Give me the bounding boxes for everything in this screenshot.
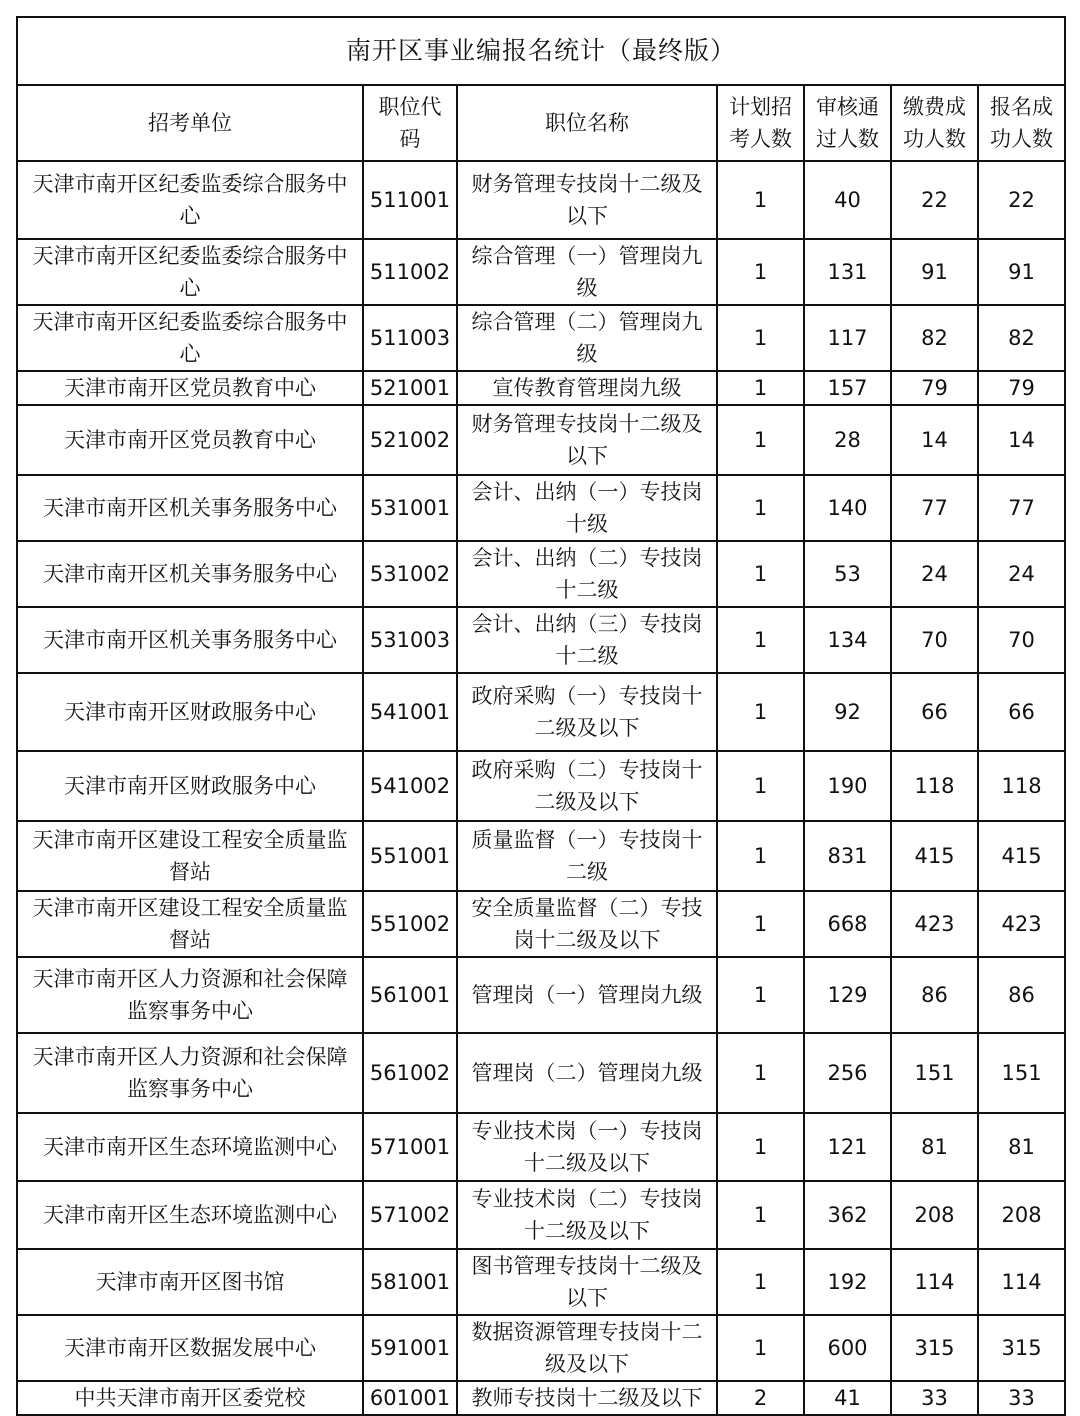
- position-code-cell: 561002: [363, 1033, 457, 1113]
- planned-count-cell: 1: [717, 607, 804, 673]
- unit-cell: 天津市南开区建设工程安全质量监督站: [17, 821, 363, 891]
- approved-count-cell: 140: [804, 475, 891, 541]
- paid-count-cell: 151: [891, 1033, 978, 1113]
- table-row: [17, 405, 1065, 475]
- unit-cell: 天津市南开区机关事务服务中心: [17, 607, 363, 673]
- approved-count-cell: 192: [804, 1249, 891, 1315]
- position-code-cell: 531001: [363, 475, 457, 541]
- unit-cell: 天津市南开区党员教育中心: [17, 405, 363, 475]
- registered-count-cell: 415: [978, 821, 1065, 891]
- unit-cell: 天津市南开区人力资源和社会保障监察事务中心: [17, 1033, 363, 1113]
- planned-count-cell: 1: [717, 891, 804, 957]
- position-code-cell: 551001: [363, 821, 457, 891]
- planned-count-cell: 1: [717, 1113, 804, 1181]
- unit-cell: 天津市南开区生态环境监测中心: [17, 1181, 363, 1249]
- registered-count-cell: 66: [978, 673, 1065, 751]
- planned-count-cell: 2: [717, 1381, 804, 1415]
- position-code-cell: 511002: [363, 239, 457, 305]
- unit-cell: 天津市南开区人力资源和社会保障监察事务中心: [17, 957, 363, 1033]
- registered-count-cell: 77: [978, 475, 1065, 541]
- position-code-cell: 581001: [363, 1249, 457, 1315]
- planned-count-cell: 1: [717, 751, 804, 821]
- paid-count-cell: 86: [891, 957, 978, 1033]
- unit-cell: 天津市南开区数据发展中心: [17, 1315, 363, 1381]
- registered-count-cell: 91: [978, 239, 1065, 305]
- registered-count-cell: 24: [978, 541, 1065, 607]
- approved-count-cell: 831: [804, 821, 891, 891]
- unit-cell: 天津市南开区建设工程安全质量监督站: [17, 891, 363, 957]
- unit-cell: 天津市南开区纪委监委综合服务中心: [17, 305, 363, 371]
- paid-count-cell: 91: [891, 239, 978, 305]
- table-row: [17, 239, 1065, 305]
- planned-count-cell: 1: [717, 305, 804, 371]
- position-code-cell: 571001: [363, 1113, 457, 1181]
- table-row: [17, 751, 1065, 821]
- paid-count-cell: 22: [891, 161, 978, 239]
- paid-count-cell: 114: [891, 1249, 978, 1315]
- approved-count-cell: 668: [804, 891, 891, 957]
- position-code-cell: 541002: [363, 751, 457, 821]
- header-registered-count: 报名成功人数: [978, 85, 1065, 161]
- planned-count-cell: 1: [717, 475, 804, 541]
- paid-count-cell: 423: [891, 891, 978, 957]
- paid-count-cell: 79: [891, 371, 978, 405]
- position-name-cell: 政府采购（一）专技岗十二级及以下: [457, 673, 717, 751]
- position-name-cell: 数据资源管理专技岗十二级及以下: [457, 1315, 717, 1381]
- table-row: [17, 891, 1065, 957]
- approved-count-cell: 600: [804, 1315, 891, 1381]
- registered-count-cell: 118: [978, 751, 1065, 821]
- approved-count-cell: 129: [804, 957, 891, 1033]
- approved-count-cell: 41: [804, 1381, 891, 1415]
- position-name-cell: 政府采购（二）专技岗十二级及以下: [457, 751, 717, 821]
- registered-count-cell: 79: [978, 371, 1065, 405]
- position-code-cell: 531003: [363, 607, 457, 673]
- paid-count-cell: 208: [891, 1181, 978, 1249]
- header-position-name: 职位名称: [457, 85, 717, 161]
- approved-count-cell: 117: [804, 305, 891, 371]
- planned-count-cell: 1: [717, 161, 804, 239]
- unit-cell: 中共天津市南开区委党校: [17, 1381, 363, 1415]
- table-row: [17, 1181, 1065, 1249]
- position-code-cell: 551002: [363, 891, 457, 957]
- approved-count-cell: 121: [804, 1113, 891, 1181]
- unit-cell: 天津市南开区图书馆: [17, 1249, 363, 1315]
- approved-count-cell: 157: [804, 371, 891, 405]
- header-planned-count: 计划招考人数: [717, 85, 804, 161]
- position-name-cell: 会计、出纳（二）专技岗十二级: [457, 541, 717, 607]
- header-approved-count: 审核通过人数: [804, 85, 891, 161]
- paid-count-cell: 315: [891, 1315, 978, 1381]
- position-name-cell: 专业技术岗（一）专技岗十二级及以下: [457, 1113, 717, 1181]
- position-name-cell: 管理岗（二）管理岗九级: [457, 1033, 717, 1113]
- registered-count-cell: 86: [978, 957, 1065, 1033]
- approved-count-cell: 134: [804, 607, 891, 673]
- planned-count-cell: 1: [717, 821, 804, 891]
- approved-count-cell: 131: [804, 239, 891, 305]
- position-name-cell: 图书管理专技岗十二级及以下: [457, 1249, 717, 1315]
- planned-count-cell: 1: [717, 1181, 804, 1249]
- position-code-cell: 561001: [363, 957, 457, 1033]
- approved-count-cell: 40: [804, 161, 891, 239]
- table-title: 南开区事业编报名统计（最终版）: [17, 17, 1065, 85]
- position-code-cell: 591001: [363, 1315, 457, 1381]
- approved-count-cell: 53: [804, 541, 891, 607]
- planned-count-cell: 1: [717, 957, 804, 1033]
- paid-count-cell: 66: [891, 673, 978, 751]
- registered-count-cell: 14: [978, 405, 1065, 475]
- table-row: [17, 607, 1065, 673]
- paid-count-cell: 24: [891, 541, 978, 607]
- paid-count-cell: 33: [891, 1381, 978, 1415]
- registered-count-cell: 22: [978, 161, 1065, 239]
- position-code-cell: 511003: [363, 305, 457, 371]
- table-row: [17, 673, 1065, 751]
- table-row: [17, 1249, 1065, 1315]
- unit-cell: 天津市南开区生态环境监测中心: [17, 1113, 363, 1181]
- registration-statistics-sheet: [16, 16, 1064, 1416]
- approved-count-cell: 190: [804, 751, 891, 821]
- table-row: [17, 541, 1065, 607]
- position-code-cell: 541001: [363, 673, 457, 751]
- planned-count-cell: 1: [717, 1249, 804, 1315]
- header-position-code: 职位代码: [363, 85, 457, 161]
- unit-cell: 天津市南开区财政服务中心: [17, 751, 363, 821]
- position-code-cell: 521002: [363, 405, 457, 475]
- table-row: [17, 821, 1065, 891]
- header-paid-count: 缴费成功人数: [891, 85, 978, 161]
- position-code-cell: 511001: [363, 161, 457, 239]
- table-row: [17, 371, 1065, 405]
- approved-count-cell: 362: [804, 1181, 891, 1249]
- registered-count-cell: 82: [978, 305, 1065, 371]
- position-name-cell: 财务管理专技岗十二级及以下: [457, 405, 717, 475]
- position-code-cell: 531002: [363, 541, 457, 607]
- registered-count-cell: 423: [978, 891, 1065, 957]
- paid-count-cell: 118: [891, 751, 978, 821]
- position-name-cell: 会计、出纳（一）专技岗十级: [457, 475, 717, 541]
- unit-cell: 天津市南开区机关事务服务中心: [17, 475, 363, 541]
- header-row: [17, 85, 1065, 161]
- table-row: [17, 475, 1065, 541]
- position-name-cell: 安全质量监督（二）专技岗十二级及以下: [457, 891, 717, 957]
- position-name-cell: 会计、出纳（三）专技岗十二级: [457, 607, 717, 673]
- planned-count-cell: 1: [717, 1315, 804, 1381]
- position-code-cell: 571002: [363, 1181, 457, 1249]
- registered-count-cell: 208: [978, 1181, 1065, 1249]
- unit-cell: 天津市南开区党员教育中心: [17, 371, 363, 405]
- position-code-cell: 521001: [363, 371, 457, 405]
- position-name-cell: 专业技术岗（二）专技岗十二级及以下: [457, 1181, 717, 1249]
- position-name-cell: 教师专技岗十二级及以下: [457, 1381, 717, 1415]
- registered-count-cell: 315: [978, 1315, 1065, 1381]
- table-row: [17, 1113, 1065, 1181]
- table-row: [17, 1033, 1065, 1113]
- registered-count-cell: 33: [978, 1381, 1065, 1415]
- paid-count-cell: 70: [891, 607, 978, 673]
- table-row: [17, 161, 1065, 239]
- unit-cell: 天津市南开区纪委监委综合服务中心: [17, 239, 363, 305]
- position-name-cell: 综合管理（二）管理岗九级: [457, 305, 717, 371]
- planned-count-cell: 1: [717, 239, 804, 305]
- planned-count-cell: 1: [717, 673, 804, 751]
- table-row: [17, 1381, 1065, 1415]
- approved-count-cell: 256: [804, 1033, 891, 1113]
- paid-count-cell: 82: [891, 305, 978, 371]
- registered-count-cell: 81: [978, 1113, 1065, 1181]
- position-name-cell: 财务管理专技岗十二级及以下: [457, 161, 717, 239]
- paid-count-cell: 415: [891, 821, 978, 891]
- registered-count-cell: 70: [978, 607, 1065, 673]
- table-row: [17, 957, 1065, 1033]
- position-code-cell: 601001: [363, 1381, 457, 1415]
- unit-cell: 天津市南开区财政服务中心: [17, 673, 363, 751]
- paid-count-cell: 14: [891, 405, 978, 475]
- unit-cell: 天津市南开区纪委监委综合服务中心: [17, 161, 363, 239]
- position-name-cell: 宣传教育管理岗九级: [457, 371, 717, 405]
- planned-count-cell: 1: [717, 1033, 804, 1113]
- approved-count-cell: 92: [804, 673, 891, 751]
- position-name-cell: 质量监督（一）专技岗十二级: [457, 821, 717, 891]
- table-row: [17, 1315, 1065, 1381]
- paid-count-cell: 81: [891, 1113, 978, 1181]
- planned-count-cell: 1: [717, 371, 804, 405]
- header-unit: 招考单位: [17, 85, 363, 161]
- planned-count-cell: 1: [717, 405, 804, 475]
- registration-table: [16, 16, 1066, 1416]
- unit-cell: 天津市南开区机关事务服务中心: [17, 541, 363, 607]
- table-body: [17, 161, 1065, 1415]
- paid-count-cell: 77: [891, 475, 978, 541]
- planned-count-cell: 1: [717, 541, 804, 607]
- approved-count-cell: 28: [804, 405, 891, 475]
- position-name-cell: 综合管理（一）管理岗九级: [457, 239, 717, 305]
- registered-count-cell: 114: [978, 1249, 1065, 1315]
- position-name-cell: 管理岗（一）管理岗九级: [457, 957, 717, 1033]
- table-row: [17, 305, 1065, 371]
- registered-count-cell: 151: [978, 1033, 1065, 1113]
